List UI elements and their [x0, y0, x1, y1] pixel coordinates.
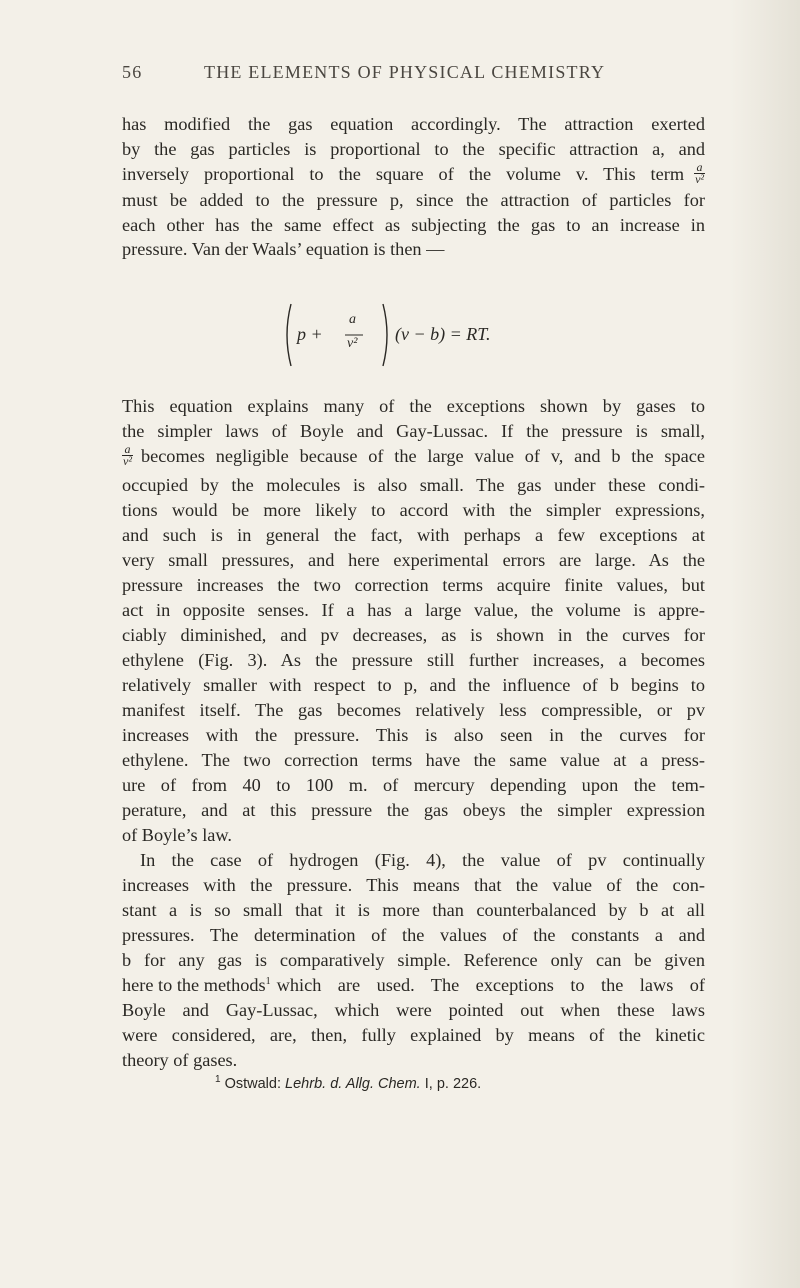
para2-line-13: manifest itself. The gas becomes relatively less compressible, or pv — [122, 700, 705, 720]
para2-line-1: This equation explains many of the exceptions shown by gases to — [122, 396, 705, 416]
para1-line-2: by the gas particles is proportional to the specific attraction a, and — [122, 139, 705, 159]
footnote-marker-ref: 1 — [265, 975, 271, 987]
para1-line-1: has modified the gas equation accordingly. The attraction exerted — [122, 114, 705, 134]
para2-line-4: occupied by the molecules is also small. The gas under these condi- — [122, 475, 705, 495]
para2-line-12: relatively smaller with respect to p, and the influence of b begins to — [122, 675, 705, 695]
term-a-over-v-squared — [694, 162, 705, 187]
para3-line-6 — [122, 973, 705, 998]
equation-a: a — [349, 312, 356, 327]
para3-line-1: In the case of hydrogen (Fig. 4), the value of pv continually — [140, 850, 705, 870]
footnote — [215, 1076, 481, 1092]
footnote-title: Lehrb. d. Allg. Chem. — [285, 1076, 421, 1092]
para2-line-15: ethylene. The two correction terms have the same value at a press- — [122, 750, 705, 770]
equation-p-plus: p + — [297, 324, 323, 344]
running-header — [122, 62, 682, 88]
para2-line-17: perature, and at this pressure the gas obeys the simpler expression — [122, 800, 705, 820]
frac-numerator-2: a — [122, 444, 133, 456]
para1-line-3 — [122, 162, 705, 187]
para1-line-6: pressure. Van der Waals’ equation is then — — [122, 239, 445, 259]
equation-v-squared: v² — [347, 336, 358, 351]
frac-denominator-2: v² — [123, 454, 132, 468]
para1-line-4: must be added to the pressure p, since the attraction of particles for — [122, 190, 705, 210]
para2-line-2: the simpler laws of Boyle and Gay-Lussac. If the pressure is small, — [122, 421, 705, 441]
para3-line-3: stant a is so small that it is more than counterbalanced by b at all — [122, 900, 705, 920]
para2-line-5: tions would be more likely to accord with the simpler expressions, — [122, 500, 705, 520]
para2-line-3 — [122, 444, 705, 469]
footnote-ref: I, p. 226. — [424, 1076, 482, 1092]
para2-line-18: of Boyle’s law. — [122, 825, 233, 845]
para1-line-5: each other has the same effect as subjecting the gas to an increase in — [122, 215, 705, 235]
para2-line-7: very small pressures, and here experimental errors are large. As the — [122, 550, 705, 570]
para2-line-16: ure of from 40 to 100 m. of mercury depending upon the tem- — [122, 775, 705, 795]
para3-line-7: Boyle and Gay-Lussac, which were pointed out when these laws — [122, 1000, 705, 1020]
para2-line-3-text: becomes negligible because of the large value of v, and b the space — [140, 446, 705, 466]
para2-line-6: and such is in general the fact, with perhaps a few exceptions at — [122, 525, 705, 545]
para2-line-9: act in opposite senses. If a has a large value, the volume is appre- — [122, 600, 705, 620]
para2-line-11: ethylene (Fig. 3). As the pressure still further increases, a becomes — [122, 650, 705, 670]
para2-line-8: pressure increases the two correction terms acquire finite values, but — [122, 575, 705, 595]
frac-numerator: a — [694, 162, 705, 174]
footnote-author: Ostwald: — [224, 1076, 282, 1092]
para3-line-6-b: which are used. The exceptions to the laws of — [276, 975, 705, 995]
para3-line-6-a: here to the methods — [122, 975, 266, 995]
page-number: 56 — [122, 62, 143, 82]
footnote-marker: 1 — [215, 1074, 221, 1086]
page-edge-shadow — [730, 0, 800, 1288]
para3-line-6-start — [122, 973, 271, 998]
para2-line-14: increases with the pressure. This is also seen in the curves for — [122, 725, 705, 745]
frac-denominator: v² — [695, 172, 704, 186]
para3-line-4: pressures. The determination of the values of the constants a and — [122, 925, 705, 945]
para3-line-2: increases with the pressure. This means that the value of the con- — [122, 875, 705, 895]
term-a-over-v-squared-2 — [122, 444, 133, 469]
para3-line-5: b for any gas is comparatively simple. Reference only can be given — [122, 950, 705, 970]
para3-line-8: were considered, are, then, fully explained by means of the kinetic — [122, 1025, 705, 1045]
running-title: THE ELEMENTS OF PHYSICAL CHEMISTRY — [204, 62, 606, 82]
para3-line-9: theory of gases. — [122, 1050, 238, 1070]
equation-rhs: (v − b) = RT. — [395, 324, 491, 344]
para1-line-3-text: inversely proportional to the square of the volume v. This term — [122, 164, 685, 184]
van-der-waals-equation — [283, 300, 523, 370]
para2-line-10: ciably diminished, and pv decreases, as is shown in the curves for — [122, 625, 705, 645]
